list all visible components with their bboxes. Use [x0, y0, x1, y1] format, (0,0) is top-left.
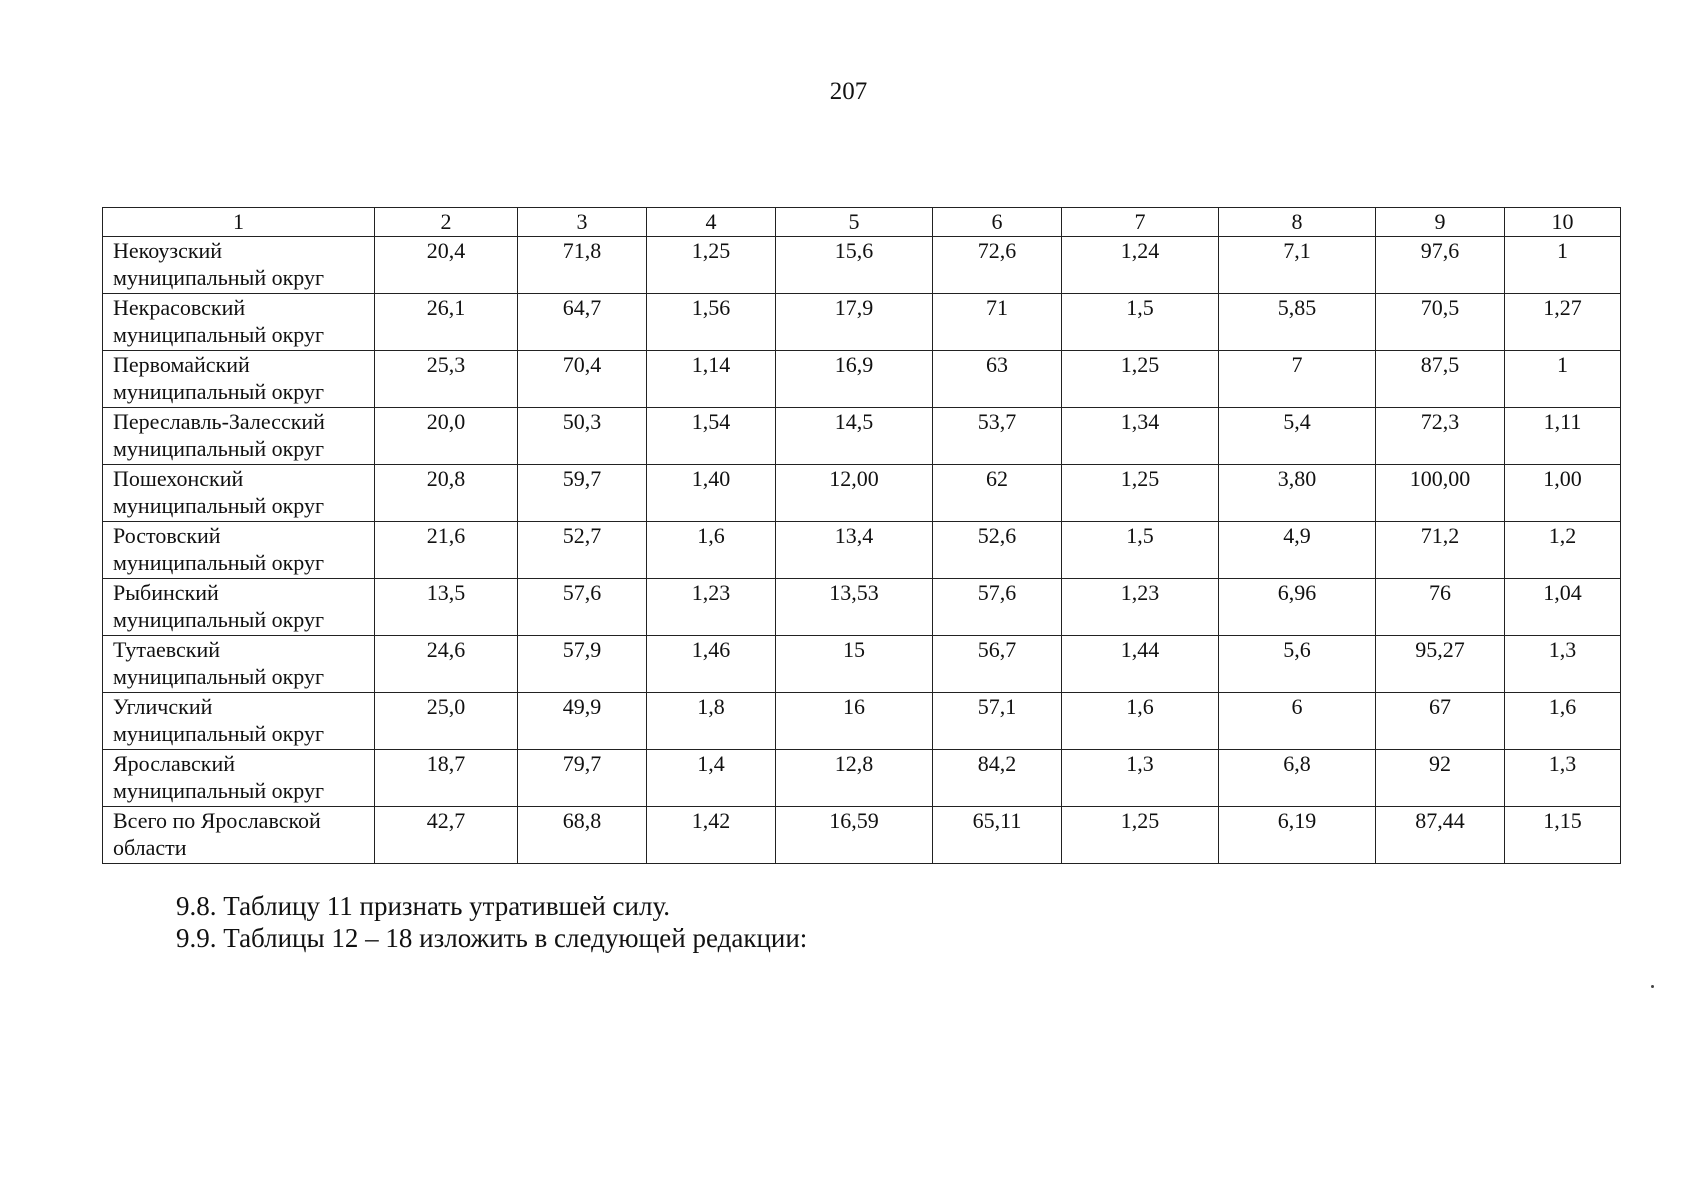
column-header-7: 7	[1062, 208, 1219, 237]
value-cell: 1,34	[1062, 408, 1219, 465]
value-cell: 1,2	[1505, 522, 1621, 579]
value-cell: 97,6	[1376, 237, 1505, 294]
value-cell: 57,6	[518, 579, 647, 636]
value-cell: 1,5	[1062, 294, 1219, 351]
value-cell: 6	[1219, 693, 1376, 750]
value-cell: 1,40	[647, 465, 776, 522]
value-cell: 1,46	[647, 636, 776, 693]
value-cell: 57,9	[518, 636, 647, 693]
value-cell: 64,7	[518, 294, 647, 351]
value-cell: 67	[1376, 693, 1505, 750]
value-cell: 59,7	[518, 465, 647, 522]
table-row	[103, 636, 1621, 693]
value-cell: 26,1	[375, 294, 518, 351]
column-header-2: 2	[375, 208, 518, 237]
data-table	[102, 207, 1621, 864]
value-cell: 6,19	[1219, 807, 1376, 864]
value-cell: 87,44	[1376, 807, 1505, 864]
value-cell: 71	[933, 294, 1062, 351]
value-cell: 20,4	[375, 237, 518, 294]
district-name-cell: Рыбинский муниципальный округ	[103, 579, 375, 636]
value-cell: 1,5	[1062, 522, 1219, 579]
value-cell: 1,44	[1062, 636, 1219, 693]
value-cell: 68,8	[518, 807, 647, 864]
value-cell: 1,14	[647, 351, 776, 408]
value-cell: 84,2	[933, 750, 1062, 807]
value-cell: 1,25	[1062, 351, 1219, 408]
value-cell: 5,4	[1219, 408, 1376, 465]
district-name-cell: Некоузский муниципальный округ	[103, 237, 375, 294]
table-body	[103, 237, 1621, 864]
paragraph: 9.8. Таблицу 11 признать утратившей силу.	[176, 891, 670, 921]
value-cell: 6,96	[1219, 579, 1376, 636]
value-cell: 63	[933, 351, 1062, 408]
value-cell: 1,6	[647, 522, 776, 579]
value-cell: 21,6	[375, 522, 518, 579]
district-name-cell: Тутаевский муниципальный округ	[103, 636, 375, 693]
table-row	[103, 465, 1621, 522]
value-cell: 1,25	[647, 237, 776, 294]
value-cell: 52,7	[518, 522, 647, 579]
value-cell: 1,6	[1062, 693, 1219, 750]
page-number: 207	[829, 78, 868, 105]
value-cell: 95,27	[1376, 636, 1505, 693]
table-row	[103, 408, 1621, 465]
value-cell: 71,8	[518, 237, 647, 294]
value-cell: 1,8	[647, 693, 776, 750]
value-cell: 57,6	[933, 579, 1062, 636]
value-cell: 70,5	[1376, 294, 1505, 351]
district-name-cell: Угличский муниципальный округ	[103, 693, 375, 750]
value-cell: 1,00	[1505, 465, 1621, 522]
value-cell: 20,8	[375, 465, 518, 522]
value-cell: 62	[933, 465, 1062, 522]
value-cell: 1,3	[1062, 750, 1219, 807]
value-cell: 49,9	[518, 693, 647, 750]
value-cell: 87,5	[1376, 351, 1505, 408]
value-cell: 1,4	[647, 750, 776, 807]
value-cell: 7,1	[1219, 237, 1376, 294]
value-cell: 1,25	[1062, 807, 1219, 864]
scan-speck	[1651, 985, 1654, 988]
value-cell: 25,0	[375, 693, 518, 750]
value-cell: 25,3	[375, 351, 518, 408]
column-header-3: 3	[518, 208, 647, 237]
value-cell: 52,6	[933, 522, 1062, 579]
value-cell: 13,53	[776, 579, 933, 636]
value-cell: 1,6	[1505, 693, 1621, 750]
value-cell: 1,56	[647, 294, 776, 351]
value-cell: 70,4	[518, 351, 647, 408]
table-row	[103, 807, 1621, 864]
value-cell: 1,24	[1062, 237, 1219, 294]
value-cell: 72,3	[1376, 408, 1505, 465]
value-cell: 3,80	[1219, 465, 1376, 522]
value-cell: 71,2	[1376, 522, 1505, 579]
value-cell: 5,6	[1219, 636, 1376, 693]
district-name-cell: Пошехонский муниципальный округ	[103, 465, 375, 522]
district-name-cell: Ярославский муниципальный округ	[103, 750, 375, 807]
value-cell: 1	[1505, 237, 1621, 294]
column-header-4: 4	[647, 208, 776, 237]
header-row	[103, 208, 1621, 237]
value-cell: 5,85	[1219, 294, 1376, 351]
column-header-8: 8	[1219, 208, 1376, 237]
value-cell: 12,8	[776, 750, 933, 807]
value-cell: 57,1	[933, 693, 1062, 750]
table-row	[103, 693, 1621, 750]
value-cell: 16,9	[776, 351, 933, 408]
table-row	[103, 579, 1621, 636]
value-cell: 1,04	[1505, 579, 1621, 636]
value-cell: 1,11	[1505, 408, 1621, 465]
value-cell: 20,0	[375, 408, 518, 465]
value-cell: 56,7	[933, 636, 1062, 693]
value-cell: 1,3	[1505, 750, 1621, 807]
value-cell: 72,6	[933, 237, 1062, 294]
value-cell: 1	[1505, 351, 1621, 408]
value-cell: 1,54	[647, 408, 776, 465]
value-cell: 15	[776, 636, 933, 693]
value-cell: 13,5	[375, 579, 518, 636]
district-name-cell: Ростовский муниципальный округ	[103, 522, 375, 579]
column-header-5: 5	[776, 208, 933, 237]
value-cell: 1,25	[1062, 465, 1219, 522]
value-cell: 4,9	[1219, 522, 1376, 579]
value-cell: 16,59	[776, 807, 933, 864]
value-cell: 1,23	[647, 579, 776, 636]
value-cell: 1,15	[1505, 807, 1621, 864]
table-row	[103, 237, 1621, 294]
value-cell: 50,3	[518, 408, 647, 465]
value-cell: 24,6	[375, 636, 518, 693]
table-row	[103, 750, 1621, 807]
value-cell: 13,4	[776, 522, 933, 579]
column-header-1: 1	[103, 208, 375, 237]
column-header-9: 9	[1376, 208, 1505, 237]
value-cell: 6,8	[1219, 750, 1376, 807]
value-cell: 12,00	[776, 465, 933, 522]
value-cell: 65,11	[933, 807, 1062, 864]
column-header-10: 10	[1505, 208, 1621, 237]
paragraph: 9.9. Таблицы 12 – 18 изложить в следующей редакции:	[176, 923, 808, 953]
district-name-cell: Некрасовский муниципальный округ	[103, 294, 375, 351]
value-cell: 18,7	[375, 750, 518, 807]
value-cell: 1,27	[1505, 294, 1621, 351]
value-cell: 1,23	[1062, 579, 1219, 636]
value-cell: 17,9	[776, 294, 933, 351]
value-cell: 100,00	[1376, 465, 1505, 522]
value-cell: 16	[776, 693, 933, 750]
value-cell: 15,6	[776, 237, 933, 294]
value-cell: 1,42	[647, 807, 776, 864]
table-row	[103, 294, 1621, 351]
value-cell: 42,7	[375, 807, 518, 864]
value-cell: 1,3	[1505, 636, 1621, 693]
value-cell: 53,7	[933, 408, 1062, 465]
table-row	[103, 351, 1621, 408]
column-header-6: 6	[933, 208, 1062, 237]
value-cell: 76	[1376, 579, 1505, 636]
value-cell: 79,7	[518, 750, 647, 807]
value-cell: 92	[1376, 750, 1505, 807]
value-cell: 7	[1219, 351, 1376, 408]
body-text	[176, 890, 807, 954]
value-cell: 14,5	[776, 408, 933, 465]
district-name-cell: Всего по Ярославской области	[103, 807, 375, 864]
district-name-cell: Переславль-Залесский муниципальный округ	[103, 408, 375, 465]
district-name-cell: Первомайский муниципальный округ	[103, 351, 375, 408]
table-row	[103, 522, 1621, 579]
